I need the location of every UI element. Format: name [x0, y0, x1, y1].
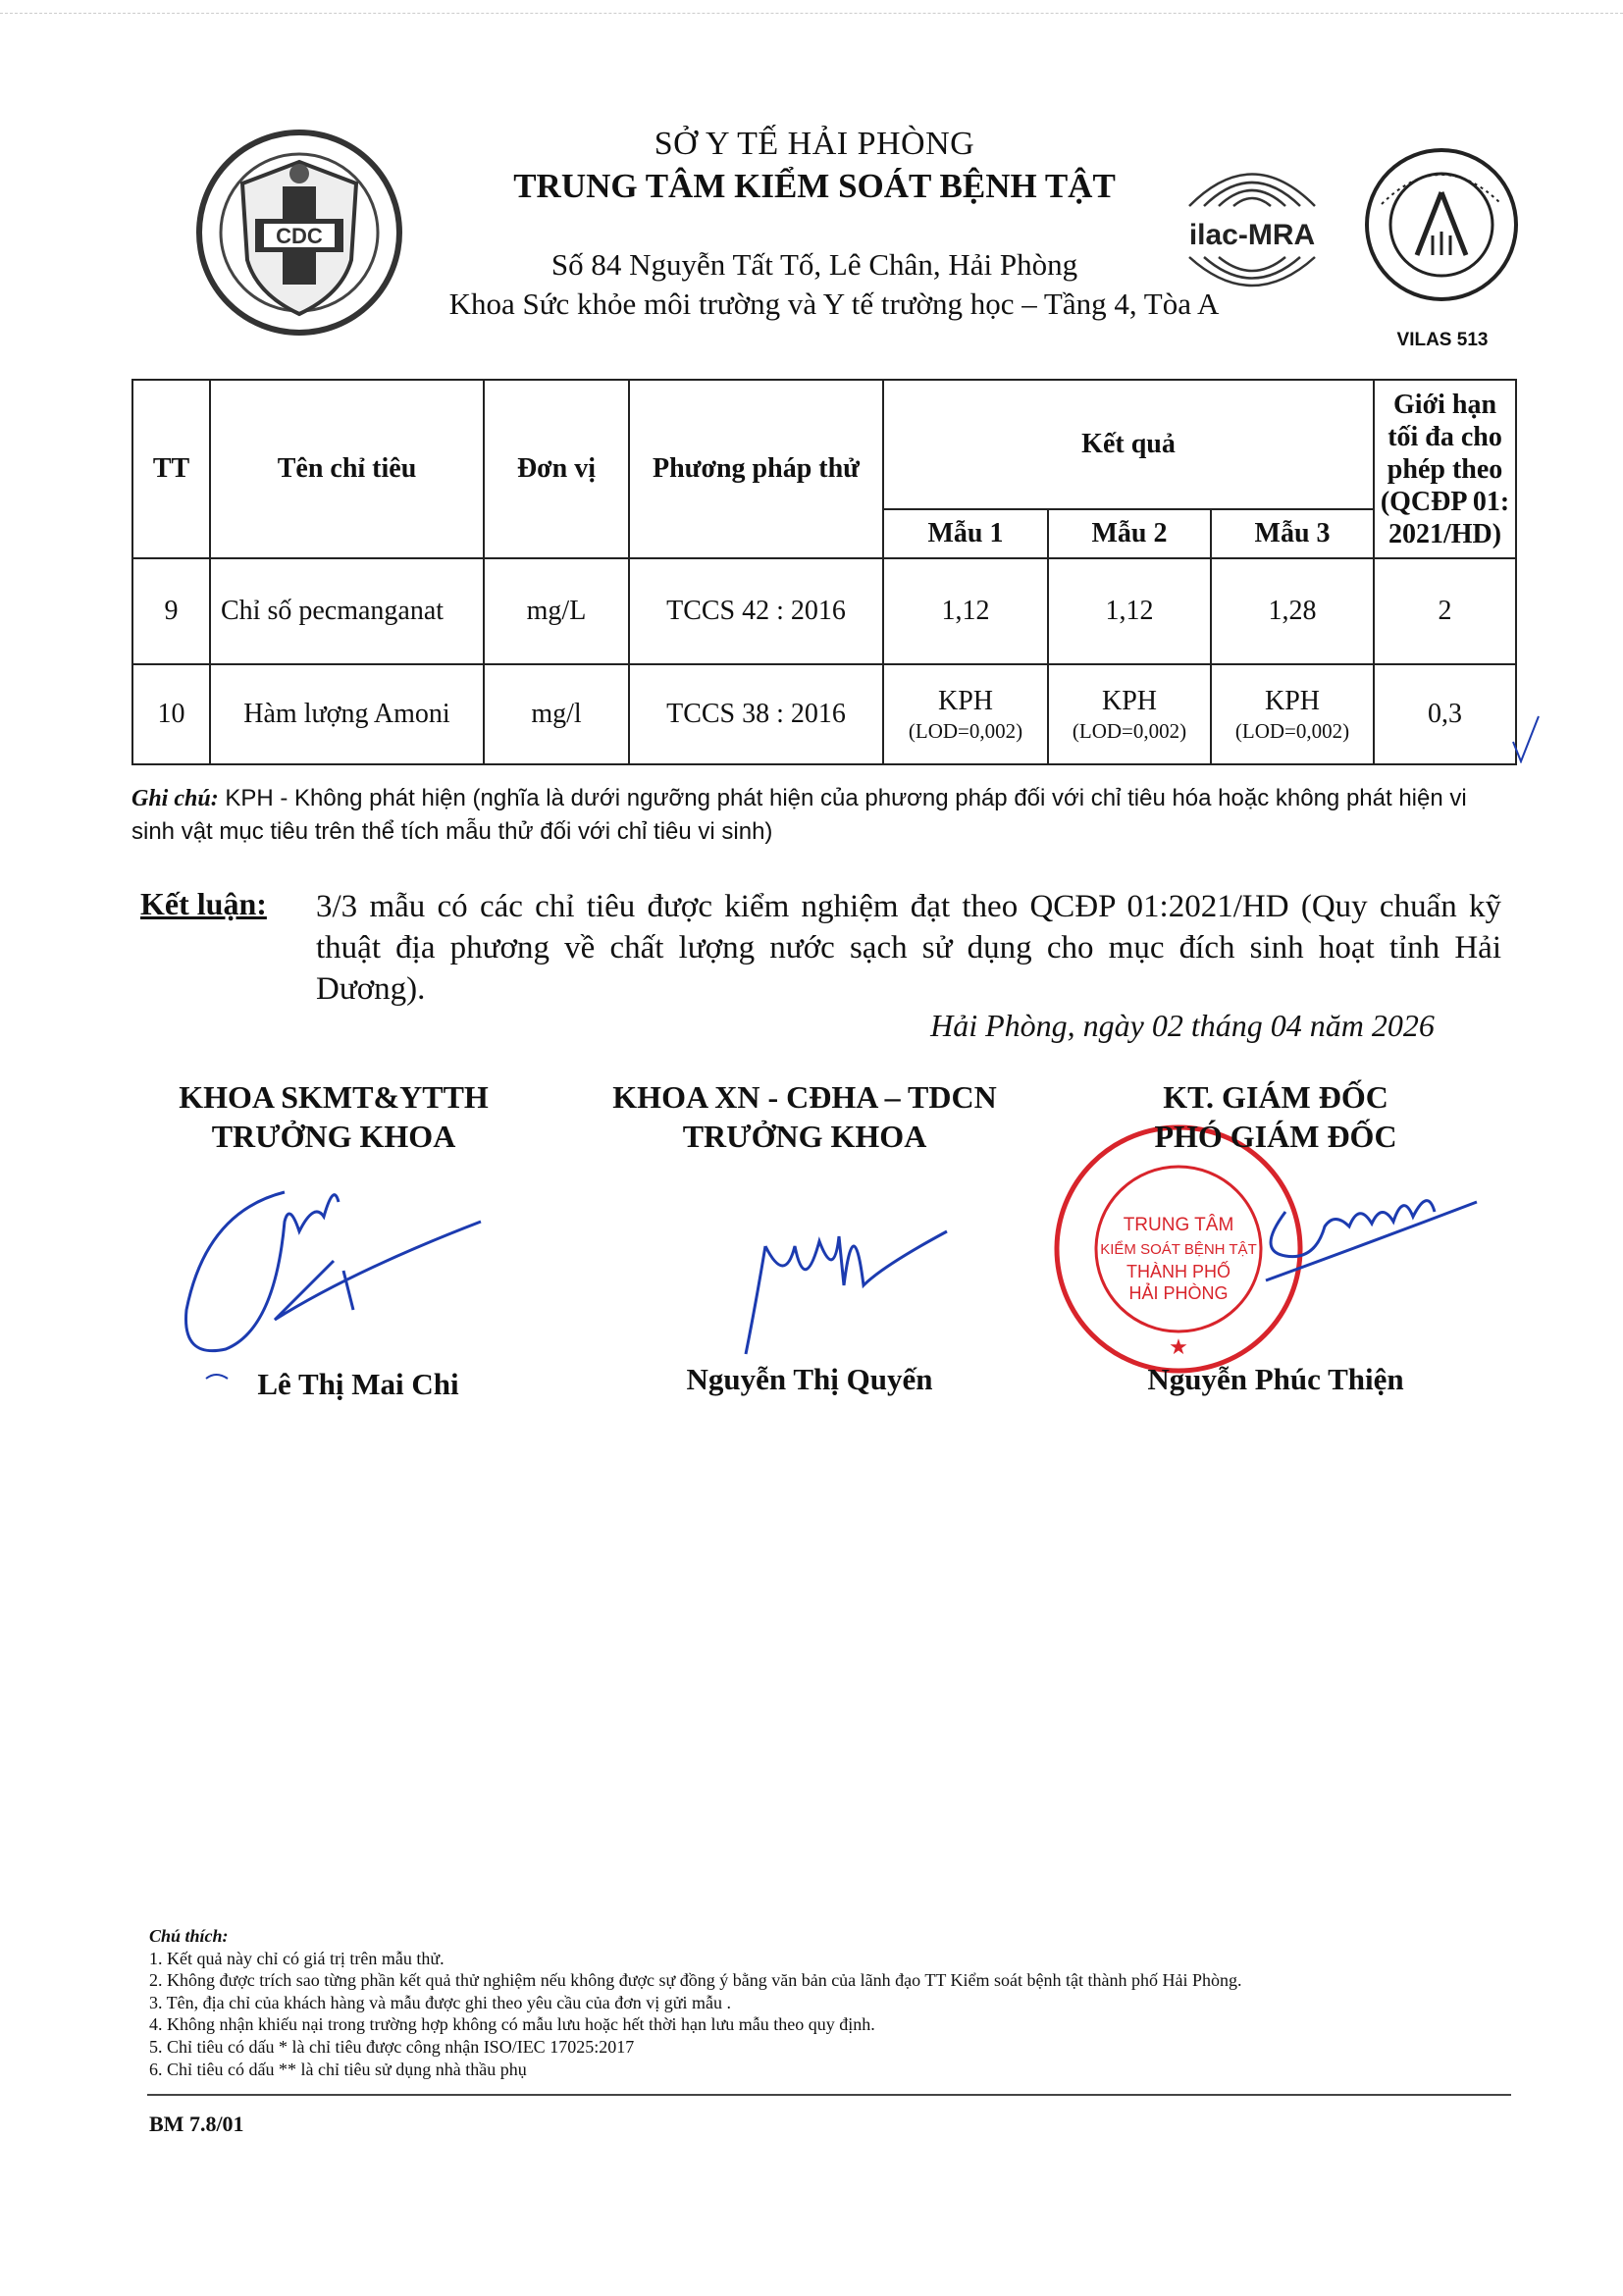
signatory-2-title	[569, 1077, 1040, 1156]
sample-value: 1,12	[941, 596, 990, 626]
cell-tt: 10	[132, 664, 210, 764]
bureau-of-accreditation-icon	[1362, 145, 1521, 304]
footnote-item: 5. Chỉ tiêu có dấu * là chỉ tiêu được công nhận ISO/IEC 17025:2017	[149, 2036, 635, 2057]
center-address: Số 84 Nguyễn Tất Tố, Lê Chân, Hải Phòng	[550, 247, 1078, 282]
signature-2-icon	[726, 1187, 952, 1359]
signatory-role: TRƯỞNG KHOA	[682, 1119, 927, 1154]
note-text: KPH - Không phát hiện (nghĩa là dưới ngưỡng phát hiện của phương pháp đối với chỉ tiêu hóa hoặc không phát hiện vi sinh vật mục tiêu trên thể tích mẫu thử đối với chỉ tiêu vi sinh)	[131, 785, 1467, 845]
center-name: TRUNG TÂM KIỂM SOÁT BỆNH TẬT	[513, 167, 1116, 205]
signatory-role: PHÓ GIÁM ĐỐC	[1154, 1119, 1397, 1154]
sample-value: 1,12	[1105, 596, 1154, 626]
cell-indicator: Chỉ số pecmanganat	[210, 558, 484, 664]
sample-value: 1,28	[1268, 596, 1317, 626]
header-method: Phương pháp thử	[629, 380, 883, 558]
table-row	[132, 664, 1516, 764]
footer-divider	[147, 2094, 1511, 2096]
conclusion-text: 3/3 mẫu có các chỉ tiêu được kiểm nghiệm đạt theo QCĐP 01:2021/HD (Quy chuẩn kỹ thuật địa phương về chất lượng nước sạch sử dụng cho mục đích sinh hoạt tỉnh Hải Dương).	[316, 889, 1501, 1007]
header-result: Kết quả	[883, 380, 1374, 509]
header-sample-2: Mẫu 2	[1048, 509, 1211, 558]
header-unit: Đơn vị	[484, 380, 629, 558]
header-sample-3: Mẫu 3	[1211, 509, 1374, 558]
table-note	[131, 782, 1515, 848]
cell-unit: mg/L	[484, 558, 629, 664]
conclusion-label: Kết luận:	[140, 886, 267, 921]
sample-lod: (LOD=0,002)	[1072, 718, 1187, 743]
cell-indicator: Hàm lượng Amoni	[210, 664, 484, 764]
check-mark-icon	[1511, 714, 1541, 763]
cell-sample-3	[1211, 664, 1374, 764]
seal-text-1: TRUNG TÂM	[1123, 1215, 1234, 1235]
signatory-2-name: Nguyễn Thị Quyến	[686, 1362, 933, 1396]
cell-sample-1	[883, 664, 1048, 764]
footnote-item: 4. Không nhận khiếu nại trong trường hợp không có mẫu lưu hoặc hết thời hạn lưu mẫu theo quy định.	[149, 2014, 875, 2035]
signatory-unit: KHOA SKMT&YTTH	[179, 1079, 489, 1115]
ilac-mra-icon	[1170, 147, 1335, 299]
date-line: Hải Phòng, ngày 02 tháng 04 năm 2026	[930, 1008, 1435, 1043]
sample-value: KPH	[937, 685, 993, 716]
sample-lod: (LOD=0,002)	[908, 718, 1023, 743]
header-tt: TT	[132, 380, 210, 558]
svg-text:★: ★	[1169, 1334, 1188, 1359]
cell-method: TCCS 38 : 2016	[629, 664, 883, 764]
footnote-item: 2. Không được trích sao từng phần kết quả thử nghiệm nếu không được sự đồng ý bằng văn bản của lãnh đạo TT Kiểm soát bệnh tật thành phố Hải Phòng.	[149, 1970, 1242, 1991]
cell-unit: mg/l	[484, 664, 629, 764]
table-row	[132, 558, 1516, 664]
form-code: BM 7.8/01	[149, 2112, 244, 2136]
signatory-role: TRƯỞNG KHOA	[211, 1119, 456, 1154]
signatory-1-name: Lê Thị Mai Chi	[257, 1367, 459, 1401]
footnote-item: 3. Tên, địa chỉ của khách hàng và mẫu được ghi theo yêu cầu của đơn vị gửi mẫu .	[149, 1992, 732, 2012]
header-limit: Giới hạn tối đa cho phép theo (QCĐP 01: 2021/HD)	[1374, 380, 1516, 558]
seal-text-2: KIỂM SOÁT BỆNH TẬT	[1100, 1241, 1257, 1258]
table-header-row	[132, 380, 1516, 509]
note-label: Ghi chú:	[131, 786, 219, 811]
cdc-logo-icon	[194, 123, 405, 353]
seal-text-3: THÀNH PHỐ	[1126, 1262, 1231, 1281]
header-indicator: Tên chỉ tiêu	[210, 380, 484, 558]
faculty-name: Khoa Sức khỏe môi trường và Y tế trường học – Tầng 4, Tòa A	[448, 287, 1220, 321]
signatory-unit: KHOA XN - CĐHA – TDCN	[612, 1079, 997, 1115]
department-name: SỞ Y TẾ HẢI PHÒNG	[654, 126, 975, 162]
header-sample-1: Mẫu 1	[883, 509, 1048, 558]
signatory-3-title	[1089, 1077, 1462, 1156]
cell-method: TCCS 42 : 2016	[629, 558, 883, 664]
cell-sample-2	[1048, 664, 1211, 764]
vilas-code: VILAS 513	[1396, 330, 1489, 350]
sample-value: KPH	[1101, 685, 1157, 716]
footnote-item: 6. Chỉ tiêu có dấu ** là chỉ tiêu sử dụng nhà thầu phụ	[149, 2059, 527, 2079]
cell-sample-3	[1211, 558, 1374, 664]
results-table	[131, 379, 1517, 765]
cell-tt: 9	[132, 558, 210, 664]
cdc-logo-text: CDC	[276, 224, 323, 248]
signatory-3-name: Nguyễn Phúc Thiện	[1147, 1362, 1404, 1396]
seal-text-4: HẢI PHÒNG	[1128, 1283, 1229, 1303]
cell-sample-2	[1048, 558, 1211, 664]
top-scan-edge	[0, 13, 1623, 14]
sample-lod: (LOD=0,002)	[1234, 718, 1350, 743]
cell-limit: 0,3	[1374, 664, 1516, 764]
signatory-unit: KT. GIÁM ĐỐC	[1163, 1079, 1388, 1115]
signature-1-icon	[167, 1163, 500, 1388]
sample-value: KPH	[1265, 685, 1321, 716]
cell-limit: 2	[1374, 558, 1516, 664]
footnotes-title: Chú thích:	[149, 1926, 229, 1946]
cell-sample-1	[883, 558, 1048, 664]
footnote-item: 1. Kết quả này chỉ có giá trị trên mẫu thử.	[149, 1948, 445, 1968]
footnotes	[149, 1925, 1523, 2080]
ilac-mra-text: ilac-MRA	[1188, 219, 1316, 251]
signature-3-icon	[1256, 1173, 1482, 1285]
signatory-1-title	[128, 1077, 540, 1156]
